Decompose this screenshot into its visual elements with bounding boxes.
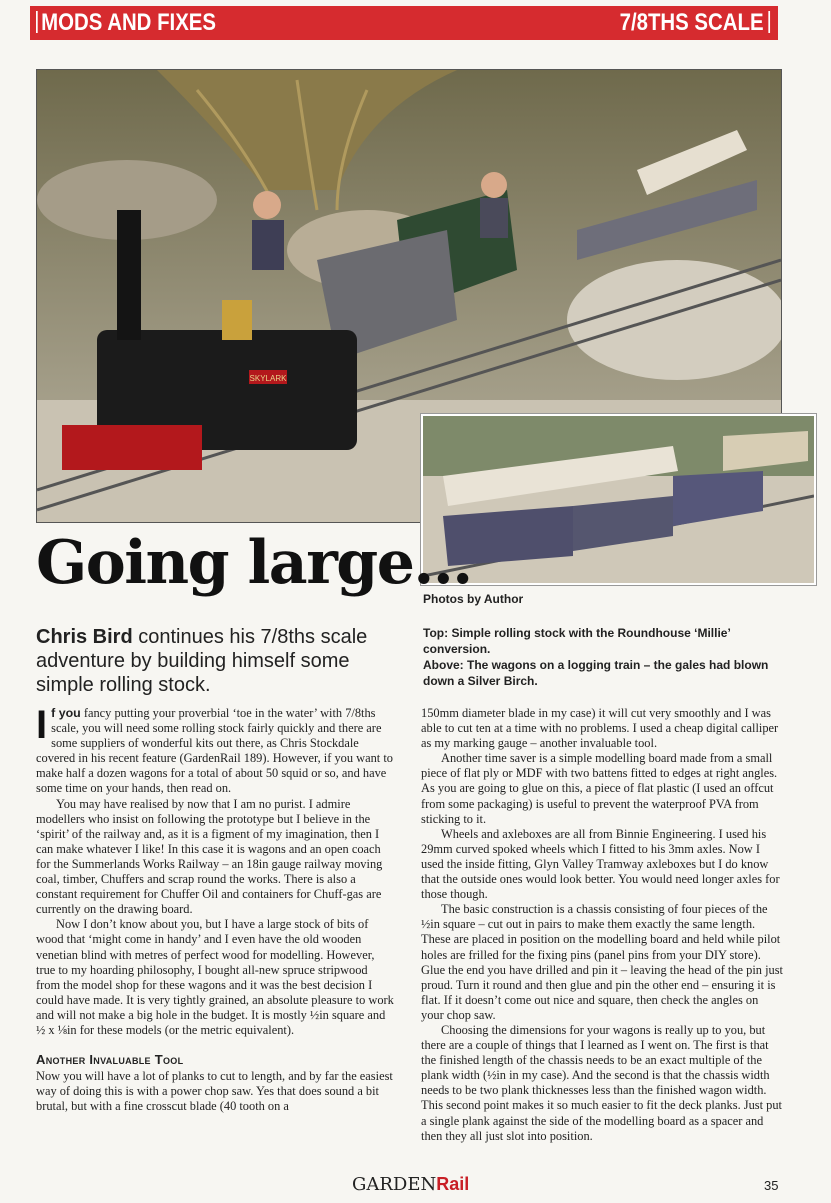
- article-headline: Going large...: [36, 528, 472, 598]
- section-header-bar: [30, 6, 778, 40]
- subheading: Another Invaluable Tool: [36, 1052, 184, 1068]
- standfirst: [36, 625, 396, 697]
- inset-photo-logging-wagons: [421, 414, 816, 585]
- standfirst-text: continues his 7/8ths scale adventure by building himself some simple rolling stock.: [36, 626, 368, 696]
- drop-cap: I: [36, 703, 48, 747]
- body-paragraph: You may have realised by now that I am no purist. I admire modellers who insist on following the prototype but I believe in the ‘spirit’ of the railway and, as it is a figment of my imagination, then I can make whatever I like! In this case it is wagons and an open coach for the Summerlands Works Railway – an 18in gauge railway moving coal, timber, Chuffers and scrap round the works. There is also a constant requirement for Chuffer Oil and containers for Chuff-gas are currently on the drawing board.: [36, 796, 383, 917]
- section-title: MODS AND FIXES: [36, 9, 216, 37]
- caption-above: [423, 657, 793, 689]
- body-paragraph: The basic construction is a chassis consisting of four pieces of the ½in square – cut out in pairs to make them exactly the same length. These are placed in position on the modelling board and held while pilot holes are frilled for the fixing pins (panel pins from your DIY store). Glue the end you have drilled and pin it – leaving the head of the pin just proud. Turn it round and then glue and pin the other end – ensuring it is flat. If it doesn’t come out nice and square, then check the angles on your chop saw.: [421, 902, 783, 1022]
- body-column-right: [421, 706, 783, 1144]
- logo-rail: Rail: [436, 1174, 470, 1194]
- scale-category: 7/8THS SCALE: [619, 9, 770, 37]
- lead-in: f you: [51, 706, 81, 720]
- photo-credit: Photos by Author: [423, 592, 524, 606]
- nameplate-skylark: SKYLARK: [249, 374, 287, 383]
- body-paragraph-text: fancy putting your proverbial ‘toe in the water’ with 7/8ths scale, you will need some rolling stock fairly quickly and there are some suppliers of wonderful kits out there, as Chris Stockdale covered in his recent feature (GardenRail 189). However, if you want to make half a dozen wagons for a total of about 50 squid or so, and have some time on your hands, then read on.: [36, 706, 393, 796]
- body-paragraph: Choosing the dimensions for your wagons is really up to you, but there are a couple of things that I learned as I went on. The first is that the finished length of the chassis needs to be an exact multiple of the plank width (½in in my case). And the second is that the chassis width needs to be two plank thicknesses less than the finished wagon width. This second point makes it so much easier to fit the deck planks. Just put a single plank against the side of the modelling board as a spacer and then they all just slot into position.: [421, 1022, 782, 1143]
- caption-top: [423, 625, 793, 657]
- body-paragraph: [36, 703, 394, 797]
- standfirst-author: Chris Bird: [36, 626, 133, 648]
- caption-top-label: Top:: [423, 626, 449, 640]
- page-number: 35: [764, 1178, 779, 1193]
- caption-top-text: Simple rolling stock with the Roundhouse ‘Millie’ conversion.: [423, 626, 731, 656]
- body-paragraph: 150mm diameter blade in my case) it will cut very smoothly and I was able to cut ten at a time with no problems. I used a cheap digital calliper as my marking gauge – another invaluable tool.: [421, 706, 779, 751]
- body-column-left: [36, 703, 394, 1114]
- body-paragraph: Now you will have a lot of planks to cut to length, and by far the easiest way of doing this is with a power chop saw. Yes that does sound a bit brutal, but with a fine crosscut blade (40 tooth on a: [36, 1069, 393, 1114]
- magazine-logo: [352, 1174, 469, 1195]
- logo-garden: GARDEN: [352, 1174, 437, 1195]
- body-paragraph: Another time saver is a simple modelling board made from a small piece of flat ply or MDF with two battens fitted to edges at right angles. As you are going to glue on this, a piece of flat plastic (I used an offcut from some packaging) is useful to prevent the waterproof PVA from sticking to it.: [421, 751, 778, 826]
- body-paragraph: Wheels and axleboxes are all from Binnie Engineering. I used his 29mm curved spoked wheels which I fitted to his 3mm axles. Now I used the inside fitting, Glyn Valley Tramway axleboxes but I do know that the outside ones would look better. You would need longer axles for those though.: [421, 826, 780, 902]
- caption-above-label: Above:: [423, 658, 464, 672]
- body-paragraph: Now I don’t know about you, but I have a large stock of bits of wood that ‘might come in handy’ and I even have the old wooden venetian blind with metres of perfect wood for modelling. However, true to my hoarding philosophy, I bought all-new spruce stripwood from the model shop for these wagons and it was the best decision I could have made. It is very tightly grained, an absolute pleasure to work and will not make a big hole in the budget. It is mostly ½in square and ½ x ⅛in for these models (or the metric equivalent).: [36, 917, 394, 1037]
- caption-above-text: The wagons on a logging train – the gales had blown down a Silver Birch.: [423, 658, 769, 688]
